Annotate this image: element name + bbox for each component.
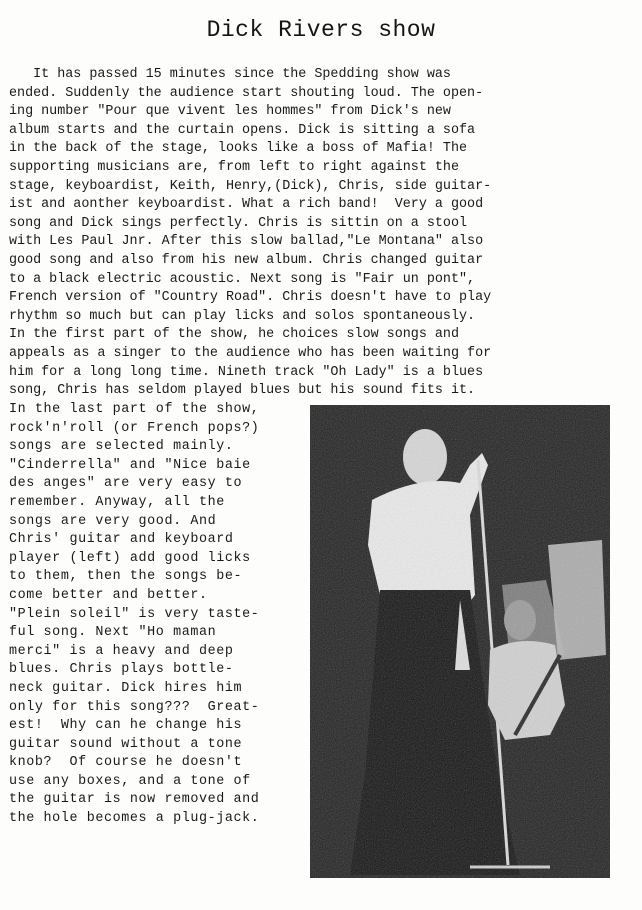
- text-line: ist and aonther keyboardist. What a rich band! Very a good: [9, 197, 484, 213]
- text-line: in the back of the stage, looks like a boss of Mafia! The: [9, 141, 468, 157]
- text-line: neck guitar. Dick hires him: [9, 680, 243, 696]
- text-line: ing number "Pour que vivent les hommes" from Dick's new: [9, 104, 451, 120]
- text-line: French version of "Country Road". Chris doesn't have to play: [9, 290, 492, 306]
- text-line: to a black electric acoustic. Next song is "Fair un pont",: [9, 271, 476, 287]
- text-line: come better and better.: [9, 587, 208, 603]
- text-line: player (left) add good licks: [9, 550, 251, 566]
- column-paragraph: [9, 401, 309, 829]
- text-line: appeals as a singer to the audience who has been waiting for: [9, 345, 492, 361]
- text-line: rock'n'roll (or French pops?): [9, 420, 260, 436]
- text-line: ended. Suddenly the audience start shouting loud. The open-: [9, 85, 484, 101]
- text-line: stage, keyboardist, Keith, Henry,(Dick), Chris, side guitar-: [9, 178, 492, 194]
- text-line: ful song. Next "Ho maman: [9, 625, 217, 641]
- text-line: knob? Of course he doesn't: [9, 755, 243, 771]
- photo-illustration: [310, 405, 610, 878]
- text-line: with Les Paul Jnr. After this slow ballad,"Le Montana" also: [9, 234, 484, 250]
- text-line: des anges" are very easy to: [9, 476, 243, 492]
- text-line: est! Why can he change his: [9, 718, 243, 734]
- text-line: "Plein soleil" is very taste-: [9, 606, 260, 622]
- text-line: blues. Chris plays bottle-: [9, 662, 234, 678]
- text-line: use any boxes, and a tone of: [9, 773, 251, 789]
- text-line: remember. Anyway, all the: [9, 494, 225, 510]
- article-title: Dick Rivers show: [206, 17, 436, 43]
- text-line: song and Dick sings perfectly. Chris is sittin on a stool: [9, 215, 468, 231]
- text-line: Chris' guitar and keyboard: [9, 532, 234, 548]
- text-line: In the first part of the show, he choices slow songs and: [9, 327, 459, 343]
- text-line: In the last part of the show,: [9, 402, 260, 417]
- intro-paragraph: [9, 66, 609, 401]
- text-line: "Cinderrella" and "Nice baie: [9, 457, 251, 473]
- text-line: It has passed 15 minutes since the Spedding show was: [9, 67, 451, 82]
- text-line: only for this song??? Great-: [9, 699, 260, 715]
- text-line: supporting musicians are, from left to right against the: [9, 159, 459, 175]
- text-line: guitar sound without a tone: [9, 736, 243, 752]
- text-line: rhythm so much but can play licks and solos spontaneously.: [9, 308, 476, 324]
- text-line: songs are selected mainly.: [9, 439, 234, 455]
- text-line: good song and also from his new album. Chris changed guitar: [9, 252, 484, 268]
- text-line: song, Chris has seldom played blues but his sound fits it.: [9, 383, 476, 399]
- text-line: album starts and the curtain opens. Dick is sitting a sofa: [9, 122, 476, 138]
- text-line: songs are very good. And: [9, 513, 217, 529]
- concert-photo: [310, 405, 610, 878]
- text-line: to them, then the songs be-: [9, 569, 243, 585]
- text-line: the guitar is now removed and: [9, 792, 260, 808]
- text-line: him for a long long time. Nineth track "Oh Lady" is a blues: [9, 364, 484, 380]
- text-line: merci" is a heavy and deep: [9, 643, 234, 659]
- text-line: the hole becomes a plug-jack.: [9, 811, 260, 827]
